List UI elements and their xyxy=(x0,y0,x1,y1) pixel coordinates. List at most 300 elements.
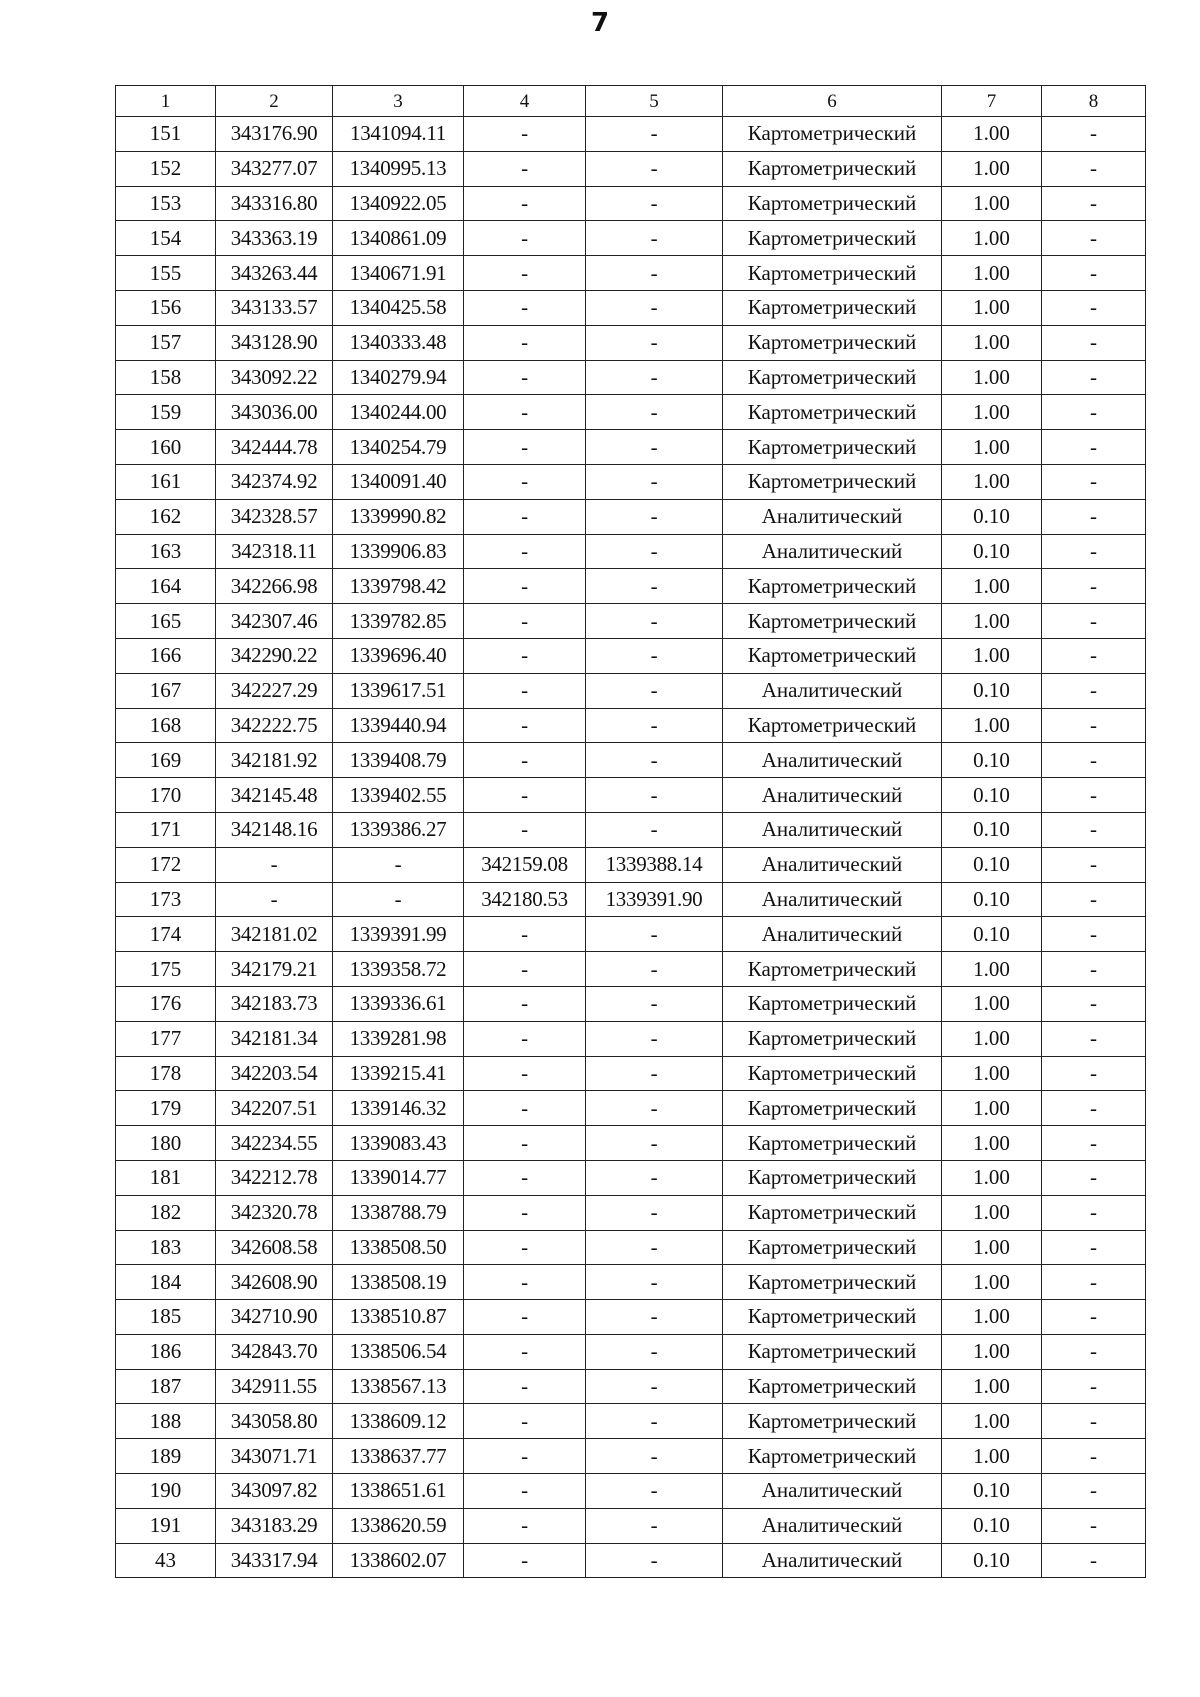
method-cell: Аналитический xyxy=(723,499,942,534)
description-cell: - xyxy=(1042,952,1146,987)
x-new-cell: - xyxy=(464,778,586,813)
point-number-cell: 43 xyxy=(116,1543,216,1578)
accuracy-cell: 1.00 xyxy=(942,1404,1042,1439)
y-new-cell: - xyxy=(586,812,723,847)
description-cell: - xyxy=(1042,1265,1146,1300)
x-new-cell: - xyxy=(464,117,586,152)
y-cell: 1339402.55 xyxy=(333,778,464,813)
y-cell: 1338508.19 xyxy=(333,1265,464,1300)
x-cell: 342148.16 xyxy=(216,812,333,847)
table-header-row xyxy=(116,86,1146,117)
point-number-cell: 165 xyxy=(116,604,216,639)
x-new-cell: - xyxy=(464,1300,586,1335)
table-row xyxy=(116,1265,1146,1300)
method-cell: Аналитический xyxy=(723,1474,942,1509)
y-cell: 1339146.32 xyxy=(333,1091,464,1126)
y-new-cell: 1339391.90 xyxy=(586,882,723,917)
description-cell: - xyxy=(1042,395,1146,430)
accuracy-cell: 1.00 xyxy=(942,430,1042,465)
x-new-cell: - xyxy=(464,569,586,604)
table-row xyxy=(116,1091,1146,1126)
method-cell: Картометрический xyxy=(723,1439,942,1474)
y-cell: 1339408.79 xyxy=(333,743,464,778)
description-cell: - xyxy=(1042,256,1146,291)
description-cell: - xyxy=(1042,1126,1146,1161)
point-number-cell: 178 xyxy=(116,1056,216,1091)
point-number-cell: 190 xyxy=(116,1474,216,1509)
table-row xyxy=(116,360,1146,395)
y-cell: 1339358.72 xyxy=(333,952,464,987)
point-number-cell: 176 xyxy=(116,986,216,1021)
y-new-cell: - xyxy=(586,1300,723,1335)
method-cell: Картометрический xyxy=(723,952,942,987)
x-cell: 343058.80 xyxy=(216,1404,333,1439)
y-new-cell: - xyxy=(586,917,723,952)
table-row xyxy=(116,290,1146,325)
y-new-cell: - xyxy=(586,1543,723,1578)
accuracy-cell: 0.10 xyxy=(942,812,1042,847)
method-cell: Аналитический xyxy=(723,1508,942,1543)
y-new-cell: - xyxy=(586,151,723,186)
point-number-cell: 156 xyxy=(116,290,216,325)
y-new-cell: - xyxy=(586,1160,723,1195)
accuracy-cell: 1.00 xyxy=(942,1195,1042,1230)
point-number-cell: 162 xyxy=(116,499,216,534)
x-new-cell: - xyxy=(464,1056,586,1091)
accuracy-cell: 1.00 xyxy=(942,151,1042,186)
y-cell: 1338609.12 xyxy=(333,1404,464,1439)
method-cell: Картометрический xyxy=(723,221,942,256)
y-new-cell: - xyxy=(586,256,723,291)
description-cell: - xyxy=(1042,499,1146,534)
x-new-cell: - xyxy=(464,464,586,499)
description-cell: - xyxy=(1042,1334,1146,1369)
method-cell: Картометрический xyxy=(723,1056,942,1091)
y-cell: 1340333.48 xyxy=(333,325,464,360)
description-cell: - xyxy=(1042,1195,1146,1230)
method-cell: Картометрический xyxy=(723,151,942,186)
coordinates-table xyxy=(115,85,1146,1578)
description-cell: - xyxy=(1042,847,1146,882)
method-cell: Картометрический xyxy=(723,1195,942,1230)
y-cell: 1340995.13 xyxy=(333,151,464,186)
description-cell: - xyxy=(1042,569,1146,604)
table-row xyxy=(116,395,1146,430)
point-number-cell: 166 xyxy=(116,638,216,673)
description-cell: - xyxy=(1042,360,1146,395)
y-new-cell: - xyxy=(586,1404,723,1439)
accuracy-cell: 0.10 xyxy=(942,534,1042,569)
y-new-cell: - xyxy=(586,1265,723,1300)
description-cell: - xyxy=(1042,1369,1146,1404)
x-cell: 342207.51 xyxy=(216,1091,333,1126)
x-cell: 343092.22 xyxy=(216,360,333,395)
y-new-cell: - xyxy=(586,1439,723,1474)
x-cell: 342318.11 xyxy=(216,534,333,569)
x-cell: 342234.55 xyxy=(216,1126,333,1161)
header-cell: 3 xyxy=(333,86,464,117)
x-new-cell: - xyxy=(464,708,586,743)
method-cell: Картометрический xyxy=(723,1369,942,1404)
y-new-cell: 1339388.14 xyxy=(586,847,723,882)
method-cell: Картометрический xyxy=(723,117,942,152)
y-cell: 1338651.61 xyxy=(333,1474,464,1509)
y-new-cell: - xyxy=(586,325,723,360)
table-row xyxy=(116,986,1146,1021)
method-cell: Картометрический xyxy=(723,638,942,673)
x-cell: 342307.46 xyxy=(216,604,333,639)
accuracy-cell: 1.00 xyxy=(942,638,1042,673)
y-new-cell: - xyxy=(586,1230,723,1265)
x-new-cell: - xyxy=(464,325,586,360)
point-number-cell: 159 xyxy=(116,395,216,430)
y-cell: 1339696.40 xyxy=(333,638,464,673)
x-new-cell: - xyxy=(464,1508,586,1543)
method-cell: Картометрический xyxy=(723,569,942,604)
method-cell: Аналитический xyxy=(723,917,942,952)
y-cell: 1338788.79 xyxy=(333,1195,464,1230)
method-cell: Картометрический xyxy=(723,256,942,291)
x-new-cell: - xyxy=(464,952,586,987)
y-cell: 1340254.79 xyxy=(333,430,464,465)
description-cell: - xyxy=(1042,986,1146,1021)
x-cell: 342843.70 xyxy=(216,1334,333,1369)
y-cell: 1340425.58 xyxy=(333,290,464,325)
x-new-cell: - xyxy=(464,534,586,569)
description-cell: - xyxy=(1042,708,1146,743)
point-number-cell: 173 xyxy=(116,882,216,917)
x-new-cell: - xyxy=(464,986,586,1021)
y-cell: 1339336.61 xyxy=(333,986,464,1021)
description-cell: - xyxy=(1042,1508,1146,1543)
point-number-cell: 164 xyxy=(116,569,216,604)
accuracy-cell: 1.00 xyxy=(942,1334,1042,1369)
description-cell: - xyxy=(1042,1439,1146,1474)
accuracy-cell: 0.10 xyxy=(942,778,1042,813)
accuracy-cell: 1.00 xyxy=(942,186,1042,221)
x-new-cell: - xyxy=(464,256,586,291)
y-new-cell: - xyxy=(586,986,723,1021)
y-new-cell: - xyxy=(586,778,723,813)
table-row xyxy=(116,186,1146,221)
y-cell: 1340091.40 xyxy=(333,464,464,499)
method-cell: Аналитический xyxy=(723,812,942,847)
accuracy-cell: 1.00 xyxy=(942,1021,1042,1056)
point-number-cell: 181 xyxy=(116,1160,216,1195)
point-number-cell: 174 xyxy=(116,917,216,952)
description-cell: - xyxy=(1042,638,1146,673)
point-number-cell: 152 xyxy=(116,151,216,186)
method-cell: Аналитический xyxy=(723,778,942,813)
method-cell: Аналитический xyxy=(723,1543,942,1578)
x-new-cell: - xyxy=(464,360,586,395)
method-cell: Картометрический xyxy=(723,1230,942,1265)
x-cell: 342374.92 xyxy=(216,464,333,499)
header-cell: 2 xyxy=(216,86,333,117)
y-cell: 1339386.27 xyxy=(333,812,464,847)
point-number-cell: 167 xyxy=(116,673,216,708)
y-cell: 1339215.41 xyxy=(333,1056,464,1091)
method-cell: Картометрический xyxy=(723,1021,942,1056)
point-number-cell: 179 xyxy=(116,1091,216,1126)
description-cell: - xyxy=(1042,812,1146,847)
x-cell: 343133.57 xyxy=(216,290,333,325)
table-row xyxy=(116,952,1146,987)
point-number-cell: 151 xyxy=(116,117,216,152)
table-row xyxy=(116,1021,1146,1056)
y-new-cell: - xyxy=(586,708,723,743)
accuracy-cell: 1.00 xyxy=(942,1439,1042,1474)
y-new-cell: - xyxy=(586,1474,723,1509)
x-cell: 342145.48 xyxy=(216,778,333,813)
accuracy-cell: 0.10 xyxy=(942,882,1042,917)
y-new-cell: - xyxy=(586,1369,723,1404)
point-number-cell: 183 xyxy=(116,1230,216,1265)
x-new-cell: - xyxy=(464,1230,586,1265)
table-row xyxy=(116,534,1146,569)
description-cell: - xyxy=(1042,1404,1146,1439)
x-new-cell: - xyxy=(464,151,586,186)
description-cell: - xyxy=(1042,290,1146,325)
y-cell: 1338510.87 xyxy=(333,1300,464,1335)
table-row xyxy=(116,1439,1146,1474)
x-new-cell: - xyxy=(464,186,586,221)
y-new-cell: - xyxy=(586,743,723,778)
point-number-cell: 154 xyxy=(116,221,216,256)
y-cell: 1339014.77 xyxy=(333,1160,464,1195)
table-row xyxy=(116,1126,1146,1161)
y-new-cell: - xyxy=(586,395,723,430)
accuracy-cell: 1.00 xyxy=(942,569,1042,604)
point-number-cell: 170 xyxy=(116,778,216,813)
y-new-cell: - xyxy=(586,221,723,256)
table-row xyxy=(116,1404,1146,1439)
table-row xyxy=(116,1160,1146,1195)
accuracy-cell: 1.00 xyxy=(942,1056,1042,1091)
point-number-cell: 168 xyxy=(116,708,216,743)
table-row xyxy=(116,917,1146,952)
header-cell: 6 xyxy=(723,86,942,117)
x-new-cell: - xyxy=(464,1126,586,1161)
table-row xyxy=(116,1508,1146,1543)
accuracy-cell: 1.00 xyxy=(942,1160,1042,1195)
description-cell: - xyxy=(1042,1021,1146,1056)
method-cell: Картометрический xyxy=(723,464,942,499)
x-new-cell: - xyxy=(464,221,586,256)
accuracy-cell: 0.10 xyxy=(942,847,1042,882)
method-cell: Аналитический xyxy=(723,847,942,882)
table-row xyxy=(116,882,1146,917)
y-cell: 1339281.98 xyxy=(333,1021,464,1056)
point-number-cell: 189 xyxy=(116,1439,216,1474)
accuracy-cell: 1.00 xyxy=(942,986,1042,1021)
x-new-cell: - xyxy=(464,604,586,639)
x-cell: 342444.78 xyxy=(216,430,333,465)
point-number-cell: 180 xyxy=(116,1126,216,1161)
table-row xyxy=(116,1195,1146,1230)
accuracy-cell: 1.00 xyxy=(942,464,1042,499)
method-cell: Аналитический xyxy=(723,534,942,569)
x-cell: 342179.21 xyxy=(216,952,333,987)
table-row xyxy=(116,1230,1146,1265)
point-number-cell: 184 xyxy=(116,1265,216,1300)
x-new-cell: - xyxy=(464,917,586,952)
table-row xyxy=(116,743,1146,778)
point-number-cell: 157 xyxy=(116,325,216,360)
accuracy-cell: 1.00 xyxy=(942,708,1042,743)
x-new-cell: - xyxy=(464,1021,586,1056)
x-cell: 343277.07 xyxy=(216,151,333,186)
x-new-cell: - xyxy=(464,430,586,465)
header-cell: 7 xyxy=(942,86,1042,117)
description-cell: - xyxy=(1042,221,1146,256)
table-row xyxy=(116,1334,1146,1369)
point-number-cell: 169 xyxy=(116,743,216,778)
x-new-cell: - xyxy=(464,1543,586,1578)
x-new-cell: - xyxy=(464,1474,586,1509)
description-cell: - xyxy=(1042,325,1146,360)
x-new-cell: - xyxy=(464,1265,586,1300)
description-cell: - xyxy=(1042,673,1146,708)
method-cell: Картометрический xyxy=(723,1265,942,1300)
point-number-cell: 177 xyxy=(116,1021,216,1056)
description-cell: - xyxy=(1042,1474,1146,1509)
x-cell: 342181.92 xyxy=(216,743,333,778)
table-row xyxy=(116,221,1146,256)
point-number-cell: 153 xyxy=(116,186,216,221)
description-cell: - xyxy=(1042,117,1146,152)
accuracy-cell: 1.00 xyxy=(942,1091,1042,1126)
x-new-cell: - xyxy=(464,499,586,534)
y-cell: 1340244.00 xyxy=(333,395,464,430)
y-new-cell: - xyxy=(586,604,723,639)
description-cell: - xyxy=(1042,917,1146,952)
description-cell: - xyxy=(1042,151,1146,186)
x-cell: 342328.57 xyxy=(216,499,333,534)
table-row xyxy=(116,1369,1146,1404)
x-new-cell: - xyxy=(464,743,586,778)
x-cell: 343263.44 xyxy=(216,256,333,291)
table-row xyxy=(116,1300,1146,1335)
point-number-cell: 158 xyxy=(116,360,216,395)
y-cell: 1339906.83 xyxy=(333,534,464,569)
y-cell: 1340861.09 xyxy=(333,221,464,256)
x-new-cell: - xyxy=(464,395,586,430)
y-new-cell: - xyxy=(586,290,723,325)
accuracy-cell: 1.00 xyxy=(942,360,1042,395)
accuracy-cell: 0.10 xyxy=(942,1543,1042,1578)
description-cell: - xyxy=(1042,743,1146,778)
y-new-cell: - xyxy=(586,1091,723,1126)
x-new-cell: - xyxy=(464,290,586,325)
x-new-cell: - xyxy=(464,1404,586,1439)
description-cell: - xyxy=(1042,464,1146,499)
method-cell: Аналитический xyxy=(723,882,942,917)
x-cell: 342320.78 xyxy=(216,1195,333,1230)
x-cell: 343036.00 xyxy=(216,395,333,430)
y-new-cell: - xyxy=(586,673,723,708)
point-number-cell: 163 xyxy=(116,534,216,569)
method-cell: Аналитический xyxy=(723,673,942,708)
x-cell: 342608.90 xyxy=(216,1265,333,1300)
point-number-cell: 188 xyxy=(116,1404,216,1439)
accuracy-cell: 1.00 xyxy=(942,604,1042,639)
x-cell: 343317.94 xyxy=(216,1543,333,1578)
accuracy-cell: 1.00 xyxy=(942,256,1042,291)
accuracy-cell: 1.00 xyxy=(942,1230,1042,1265)
description-cell: - xyxy=(1042,1543,1146,1578)
x-cell: 343316.80 xyxy=(216,186,333,221)
x-cell: 343128.90 xyxy=(216,325,333,360)
y-cell: 1338508.50 xyxy=(333,1230,464,1265)
table-row xyxy=(116,569,1146,604)
method-cell: Картометрический xyxy=(723,1160,942,1195)
y-cell: 1338602.07 xyxy=(333,1543,464,1578)
method-cell: Картометрический xyxy=(723,1091,942,1126)
y-new-cell: - xyxy=(586,1195,723,1230)
x-cell: 342911.55 xyxy=(216,1369,333,1404)
y-cell: 1339798.42 xyxy=(333,569,464,604)
x-new-cell: - xyxy=(464,1369,586,1404)
method-cell: Картометрический xyxy=(723,1300,942,1335)
x-cell: 342266.98 xyxy=(216,569,333,604)
accuracy-cell: 0.10 xyxy=(942,917,1042,952)
table-row xyxy=(116,430,1146,465)
description-cell: - xyxy=(1042,778,1146,813)
point-number-cell: 185 xyxy=(116,1300,216,1335)
table-row xyxy=(116,325,1146,360)
accuracy-cell: 1.00 xyxy=(942,1369,1042,1404)
y-cell: 1339990.82 xyxy=(333,499,464,534)
x-cell: 343071.71 xyxy=(216,1439,333,1474)
accuracy-cell: 0.10 xyxy=(942,1474,1042,1509)
table-row xyxy=(116,256,1146,291)
x-cell: 343097.82 xyxy=(216,1474,333,1509)
method-cell: Картометрический xyxy=(723,1126,942,1161)
table-row xyxy=(116,1474,1146,1509)
x-cell: 342212.78 xyxy=(216,1160,333,1195)
table-row xyxy=(116,1056,1146,1091)
x-cell: 342203.54 xyxy=(216,1056,333,1091)
accuracy-cell: 1.00 xyxy=(942,1265,1042,1300)
y-new-cell: - xyxy=(586,1056,723,1091)
x-cell: 343363.19 xyxy=(216,221,333,256)
accuracy-cell: 1.00 xyxy=(942,117,1042,152)
method-cell: Картометрический xyxy=(723,360,942,395)
x-cell: 343183.29 xyxy=(216,1508,333,1543)
header-cell: 5 xyxy=(586,86,723,117)
x-new-cell: - xyxy=(464,1334,586,1369)
method-cell: Картометрический xyxy=(723,290,942,325)
description-cell: - xyxy=(1042,604,1146,639)
table-row xyxy=(116,499,1146,534)
x-new-cell: - xyxy=(464,1439,586,1474)
y-new-cell: - xyxy=(586,569,723,604)
point-number-cell: 187 xyxy=(116,1369,216,1404)
table-row xyxy=(116,1543,1146,1578)
method-cell: Картометрический xyxy=(723,604,942,639)
header-cell: 4 xyxy=(464,86,586,117)
description-cell: - xyxy=(1042,882,1146,917)
y-cell: 1338637.77 xyxy=(333,1439,464,1474)
y-new-cell: - xyxy=(586,430,723,465)
x-cell: 342608.58 xyxy=(216,1230,333,1265)
y-cell: 1340922.05 xyxy=(333,186,464,221)
point-number-cell: 186 xyxy=(116,1334,216,1369)
method-cell: Картометрический xyxy=(723,395,942,430)
accuracy-cell: 1.00 xyxy=(942,221,1042,256)
description-cell: - xyxy=(1042,1300,1146,1335)
